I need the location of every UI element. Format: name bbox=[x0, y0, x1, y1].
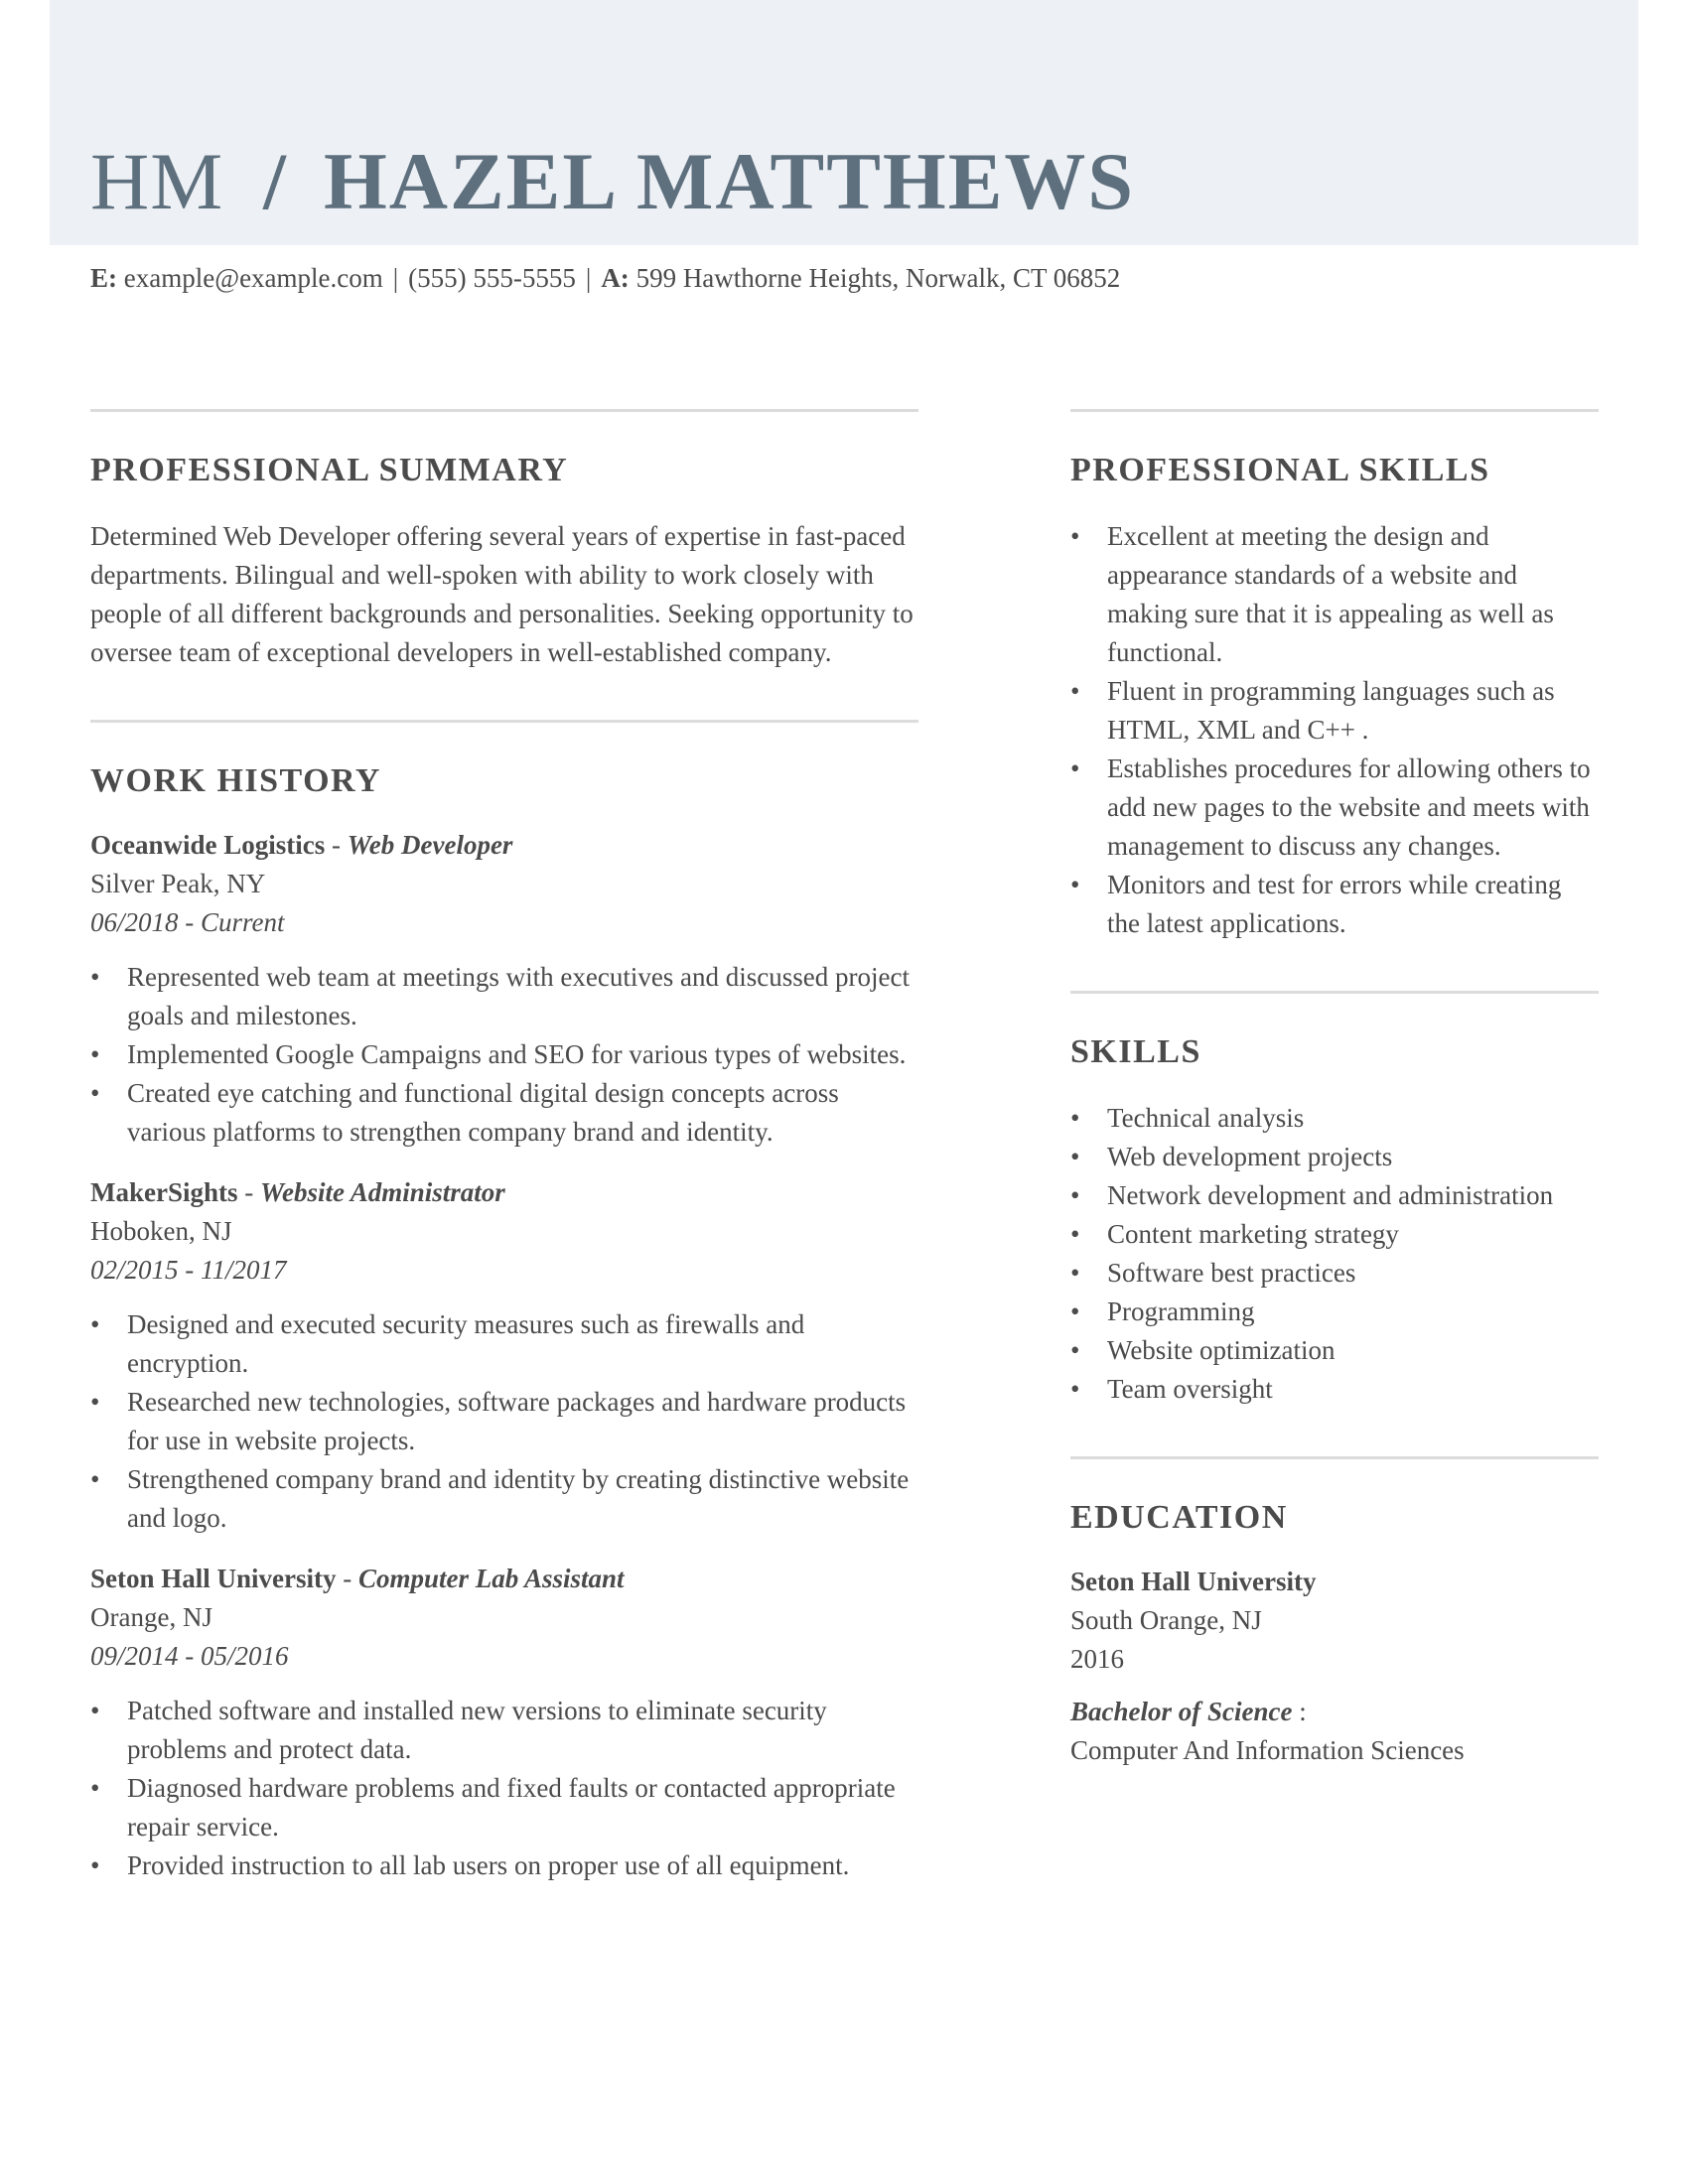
bullet-text: Implemented Google Campaigns and SEO for various types of websites. bbox=[127, 1039, 907, 1069]
job-company: Oceanwide Logistics bbox=[90, 830, 326, 860]
skill-text: Team oversight bbox=[1107, 1374, 1273, 1404]
section-divider bbox=[1070, 991, 1599, 994]
section-divider bbox=[90, 409, 918, 412]
list-item bbox=[1070, 1293, 1599, 1331]
bullet-icon: • bbox=[1070, 1374, 1080, 1404]
skills-list bbox=[1070, 1099, 1599, 1409]
left-column bbox=[90, 409, 918, 1885]
list-item bbox=[1070, 1370, 1599, 1409]
education-field: Computer And Information Sciences bbox=[1070, 1735, 1465, 1765]
job-role: Web Developer bbox=[347, 830, 513, 860]
section-divider bbox=[90, 720, 918, 723]
bullet-icon: • bbox=[1070, 1103, 1080, 1133]
list-item bbox=[90, 1692, 918, 1769]
job-company: MakerSights bbox=[90, 1177, 238, 1207]
skills-title: SKILLS bbox=[1070, 1033, 1201, 1070]
bullet-icon: • bbox=[90, 1696, 100, 1725]
list-item bbox=[90, 1305, 918, 1383]
professional-skills-list bbox=[1070, 517, 1599, 943]
email-label: E: bbox=[90, 263, 117, 293]
bullet-icon: • bbox=[1070, 1297, 1080, 1326]
bullet-icon: • bbox=[90, 1309, 100, 1339]
list-item bbox=[90, 1460, 918, 1538]
bullet-icon: • bbox=[90, 1464, 100, 1494]
bullet-text: Diagnosed hardware problems and fixed faults or contacted appropriate repair service. bbox=[127, 1773, 896, 1842]
summary-title: PROFESSIONAL SUMMARY bbox=[90, 452, 569, 488]
summary-text: Determined Web Developer offering several years of expertise in fast-paced departments. Bilingual and well-spoken with ability to work closely with people of all different backgrounds and personalities. Seeking opportunity to oversee team of exceptional developers in well-established company. bbox=[90, 521, 914, 667]
list-item bbox=[1070, 1138, 1599, 1176]
job-heading bbox=[90, 1560, 918, 1598]
list-item bbox=[1070, 1331, 1599, 1370]
education-degree-line bbox=[1070, 1693, 1599, 1731]
job-entry bbox=[90, 1173, 918, 1538]
bullet-text: Designed and executed security measures such as firewalls and encryption. bbox=[127, 1309, 805, 1378]
job-heading bbox=[90, 1173, 918, 1212]
full-name: HAZEL MATTHEWS bbox=[323, 136, 1135, 226]
list-item bbox=[1070, 1176, 1599, 1215]
skill-text: Fluent in programming languages such as HTML, XML and C++ . bbox=[1107, 676, 1555, 745]
job-entry bbox=[90, 1560, 918, 1885]
skill-text: Technical analysis bbox=[1107, 1103, 1305, 1133]
job-role: Computer Lab Assistant bbox=[358, 1564, 625, 1593]
address-value: 599 Hawthorne Heights, Norwalk, CT 06852 bbox=[635, 263, 1121, 293]
job-bullets bbox=[90, 1692, 918, 1885]
education-section bbox=[1070, 1456, 1599, 1770]
education-location: South Orange, NJ bbox=[1070, 1605, 1262, 1635]
education-school: Seton Hall University bbox=[1070, 1567, 1317, 1596]
job-heading bbox=[90, 826, 918, 865]
education-degree-separator: : bbox=[1292, 1697, 1307, 1726]
list-item bbox=[1070, 1215, 1599, 1254]
skills-section bbox=[1070, 991, 1599, 1409]
job-dates: 06/2018 - Current bbox=[90, 907, 285, 937]
bullet-text: Provided instruction to all lab users on proper use of all equipment. bbox=[127, 1850, 850, 1880]
bullet-icon: • bbox=[1070, 753, 1080, 783]
job-dash: - bbox=[336, 1564, 358, 1593]
name-slash: / bbox=[263, 136, 286, 226]
job-bullets bbox=[90, 958, 918, 1152]
right-column bbox=[1070, 409, 1599, 1770]
list-item bbox=[1070, 517, 1599, 672]
bullet-icon: • bbox=[90, 962, 100, 992]
job-dates: 09/2014 - 05/2016 bbox=[90, 1641, 289, 1671]
bullet-icon: • bbox=[90, 1850, 100, 1880]
name-initials: HM bbox=[90, 136, 224, 226]
bullet-icon: • bbox=[1070, 1258, 1080, 1288]
skill-text: Network development and administration bbox=[1107, 1180, 1554, 1210]
list-item bbox=[90, 1769, 918, 1846]
email-value: example@example.com bbox=[123, 263, 383, 293]
bullet-text: Represented web team at meetings with executives and discussed project goals and milestones. bbox=[127, 962, 910, 1030]
skill-text: Content marketing strategy bbox=[1107, 1219, 1399, 1249]
work-history-section bbox=[90, 720, 918, 1885]
bullet-icon: • bbox=[90, 1773, 100, 1803]
education-year: 2016 bbox=[1070, 1644, 1124, 1674]
bullet-text: Patched software and installed new versions to eliminate security problems and protect data. bbox=[127, 1696, 827, 1764]
bullet-icon: • bbox=[90, 1039, 100, 1069]
skill-text: Web development projects bbox=[1107, 1142, 1393, 1171]
bullet-icon: • bbox=[90, 1078, 100, 1108]
contact-divider: | bbox=[585, 263, 592, 293]
job-role: Website Administrator bbox=[260, 1177, 505, 1207]
summary-section bbox=[90, 409, 918, 672]
section-divider bbox=[1070, 1456, 1599, 1459]
bullet-icon: • bbox=[1070, 1142, 1080, 1171]
list-item bbox=[1070, 672, 1599, 750]
list-item bbox=[90, 958, 918, 1035]
list-item bbox=[1070, 1099, 1599, 1138]
job-bullets bbox=[90, 1305, 918, 1538]
job-company: Seton Hall University bbox=[90, 1564, 337, 1593]
address-label: A: bbox=[601, 263, 630, 293]
list-item bbox=[90, 1035, 918, 1074]
list-item bbox=[90, 1383, 918, 1460]
job-location: Hoboken, NJ bbox=[90, 1216, 232, 1246]
professional-skills-section bbox=[1070, 409, 1599, 943]
skill-text: Excellent at meeting the design and appearance standards of a website and making sure that it is appealing as well as functional. bbox=[1107, 521, 1554, 667]
list-item bbox=[90, 1846, 918, 1885]
professional-skills-title: PROFESSIONAL SKILLS bbox=[1070, 452, 1490, 488]
job-dash: - bbox=[325, 830, 348, 860]
list-item bbox=[1070, 1254, 1599, 1293]
bullet-icon: • bbox=[1070, 1180, 1080, 1210]
job-entry bbox=[90, 826, 918, 1152]
bullet-text: Strengthened company brand and identity by creating distinctive website and logo. bbox=[127, 1464, 910, 1533]
section-divider bbox=[1070, 409, 1599, 412]
skill-text: Programming bbox=[1107, 1297, 1255, 1326]
job-dates: 02/2015 - 11/2017 bbox=[90, 1255, 287, 1285]
bullet-icon: • bbox=[1070, 521, 1080, 551]
bullet-icon: • bbox=[1070, 1219, 1080, 1249]
list-item bbox=[90, 1074, 918, 1152]
job-dash: - bbox=[237, 1177, 260, 1207]
list-item bbox=[1070, 866, 1599, 943]
bullet-icon: • bbox=[90, 1387, 100, 1417]
bullet-icon: • bbox=[1070, 870, 1080, 899]
bullet-text: Created eye catching and functional digital design concepts across various platforms to strengthen company brand and identity. bbox=[127, 1078, 839, 1147]
education-entry bbox=[1070, 1563, 1599, 1770]
education-degree: Bachelor of Science bbox=[1070, 1697, 1293, 1726]
bullet-text: Researched new technologies, software packages and hardware products for use in website projects. bbox=[127, 1387, 907, 1455]
contact-divider: | bbox=[392, 263, 399, 293]
bullet-icon: • bbox=[1070, 1335, 1080, 1365]
job-location: Orange, NJ bbox=[90, 1602, 212, 1632]
bullet-icon: • bbox=[1070, 676, 1080, 706]
skill-text: Establishes procedures for allowing others to add new pages to the website and meets with management to discuss any changes. bbox=[1107, 753, 1591, 861]
phone-value: (555) 555-5555 bbox=[408, 263, 576, 293]
resume-name-heading bbox=[90, 127, 1135, 236]
education-title: EDUCATION bbox=[1070, 1499, 1288, 1536]
skill-text: Website optimization bbox=[1107, 1335, 1336, 1365]
skill-text: Software best practices bbox=[1107, 1258, 1356, 1288]
list-item bbox=[1070, 750, 1599, 866]
contact-line bbox=[90, 260, 1120, 296]
work-history-title: WORK HISTORY bbox=[90, 762, 381, 799]
job-location: Silver Peak, NY bbox=[90, 869, 266, 898]
skill-text: Monitors and test for errors while creating the latest applications. bbox=[1107, 870, 1562, 938]
